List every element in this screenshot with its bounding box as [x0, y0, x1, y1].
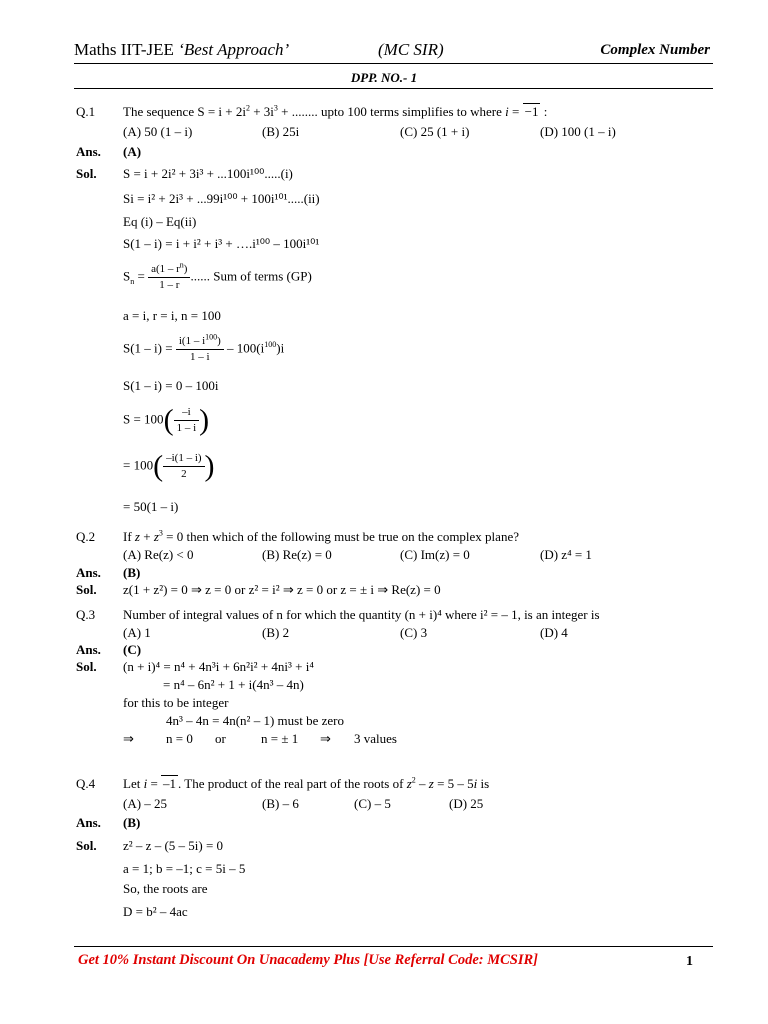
- q4-option-d: (D) 25: [449, 796, 484, 811]
- q3-sol-line-1: (n + i)⁴ = n⁴ + 4n³i + 6n²i² + 4ni³ + i⁴: [123, 659, 314, 674]
- header-subject: Maths IIT-JEE ‘Best Approach’: [74, 40, 290, 59]
- header-rule-top: [74, 63, 713, 64]
- q3-option-b: (B) 2: [262, 625, 290, 640]
- q3-option-c: (C) 3: [400, 625, 428, 640]
- footer-promo: Get 10% Instant Discount On Unacademy Plus [Use Referral Code: MCSIR]: [78, 952, 538, 968]
- q2-option-c: (C) Im(z) = 0: [400, 547, 470, 562]
- q2-option-d: (D) z⁴ = 1: [540, 547, 592, 562]
- q1-ans-label: Ans.: [76, 144, 101, 159]
- q1-values: a = i, r = i, n = 100: [123, 308, 221, 323]
- header-rule-bottom: [74, 88, 713, 89]
- q2-number: Q.2: [76, 529, 96, 544]
- q1-stem: The sequence $S = i + 2i^2 + 3i^3$ + ........ upto 100 terms simplifies to where i = −1 :: [123, 103, 548, 119]
- q1-option-c: (C) 25 (1 + i): [400, 124, 470, 139]
- header-topic: Complex Number: [600, 42, 710, 58]
- q2-solution: z(1 + z²) = 0 ⇒ z = 0 or z² = i² ⇒ z = 0 or z = ± i ⇒ Re(z) = 0: [123, 582, 441, 597]
- footer-rule: [74, 946, 713, 947]
- q3-conclusion-n1: n = ± 1: [261, 731, 299, 746]
- q4-sol-line-1: z² – z – (5 – 5i) = 0: [123, 838, 224, 853]
- q1-option-d: (D) 100 (1 – i): [540, 124, 616, 139]
- q1-sol-line-2: Si = i² + 2i³ + ...99i¹⁰⁰ + 100i¹⁰¹.....(ii): [123, 191, 320, 206]
- q1-option-a: (A) 50 (1 – i): [123, 124, 193, 139]
- q3-sol-line-2: = n⁴ – 6n² + 1 + i(4n³ – 4n): [163, 677, 304, 692]
- q2-ans-label: Ans.: [76, 565, 101, 580]
- q3-conclusion-arrow-1: ⇒: [123, 731, 134, 746]
- q3-sol-line-4: 4n³ – 4n = 4n(n² – 1) must be zero: [166, 713, 344, 728]
- q3-number: Q.3: [76, 607, 96, 622]
- q1-step-substitution: S(1 – i) = $\frac{i(1 - i^{100})}{1 - i}$ – $100(i^{100})i$: [123, 332, 285, 363]
- q4-sol-line-3: So, the roots are: [123, 881, 208, 896]
- q2-stem: If $z + z^3 = 0$ then which of the following must be true on the complex plane?: [123, 528, 519, 544]
- q3-conclusion-arrow-2: ⇒: [320, 731, 331, 746]
- q4-stem: Let i = –1 . The product of the real part of the roots of $z^2 - z = 5 - 5i$ is: [123, 775, 490, 791]
- q2-option-b: (B) Re(z) = 0: [262, 547, 332, 562]
- q1-gp-note: ...... Sum of terms (GP): [190, 268, 312, 284]
- q1-step-expand: = 100( $\frac{-i(1 - i)}{2}$ ): [123, 449, 215, 483]
- q4-answer: (B): [123, 815, 141, 830]
- q2-sol-label: Sol.: [76, 582, 97, 597]
- q4-option-a: (A) – 25: [123, 796, 168, 811]
- q1-sol-line-4: S(1 – i) = i + i² + i³ + ….i¹⁰⁰ – 100i¹⁰¹: [123, 236, 320, 251]
- q4-option-b: (B) – 6: [262, 796, 299, 811]
- q3-sol-line-3: for this to be integer: [123, 695, 229, 710]
- q4-sol-line-2: a = 1; b = –1; c = 5i – 5: [123, 861, 246, 876]
- q3-option-d: (D) 4: [540, 625, 568, 640]
- q1-sol-line-3: Eq (i) – Eq(ii): [123, 214, 197, 229]
- q3-sol-label: Sol.: [76, 659, 97, 674]
- q3-conclusion-n0: n = 0: [166, 731, 193, 746]
- q3-answer: (C): [123, 642, 142, 657]
- q4-ans-label: Ans.: [76, 815, 101, 830]
- q1-gp-formula: $S_n$ = $\frac{a(1 - r^n)}{1 - r}$ ...... Sum of terms (GP): [123, 260, 312, 291]
- q4-option-c: (C) – 5: [354, 796, 391, 811]
- dpp-title: DPP. NO.- 1: [350, 70, 418, 85]
- q2-option-a: (A) Re(z) < 0: [123, 547, 194, 562]
- q3-option-a: (A) 1: [123, 625, 151, 640]
- page-number: 1: [686, 954, 693, 969]
- q3-conclusion-or: or: [215, 731, 226, 746]
- q1-sol-line-1: S = i + 2i² + 3i³ + ...100i¹⁰⁰.....(i): [123, 166, 293, 181]
- q2-answer: (B): [123, 565, 141, 580]
- q1-number: Q.1: [76, 104, 96, 119]
- q1-step-ratio: S = 100( $\frac{-i}{1 - i}$ ): [123, 403, 210, 437]
- header-teacher: (MC SIR): [378, 40, 444, 59]
- q4-sol-label: Sol.: [76, 838, 97, 853]
- q3-conclusion-result: 3 values: [354, 731, 397, 746]
- q1-final: = 50(1 – i): [123, 499, 179, 514]
- q3-ans-label: Ans.: [76, 642, 101, 657]
- q4-number: Q.4: [76, 776, 96, 791]
- q3-stem: Number of integral values of n for which the quantity (n + i)⁴ where i² = – 1, is an integer is: [123, 607, 600, 622]
- q1-option-b: (B) 25i: [262, 124, 300, 139]
- q4-sol-line-4: D = b² – 4ac: [123, 904, 188, 919]
- q1-step-zero: S(1 – i) = 0 – 100i: [123, 378, 219, 393]
- q1-sol-label: Sol.: [76, 166, 97, 181]
- q1-answer: (A): [123, 144, 142, 159]
